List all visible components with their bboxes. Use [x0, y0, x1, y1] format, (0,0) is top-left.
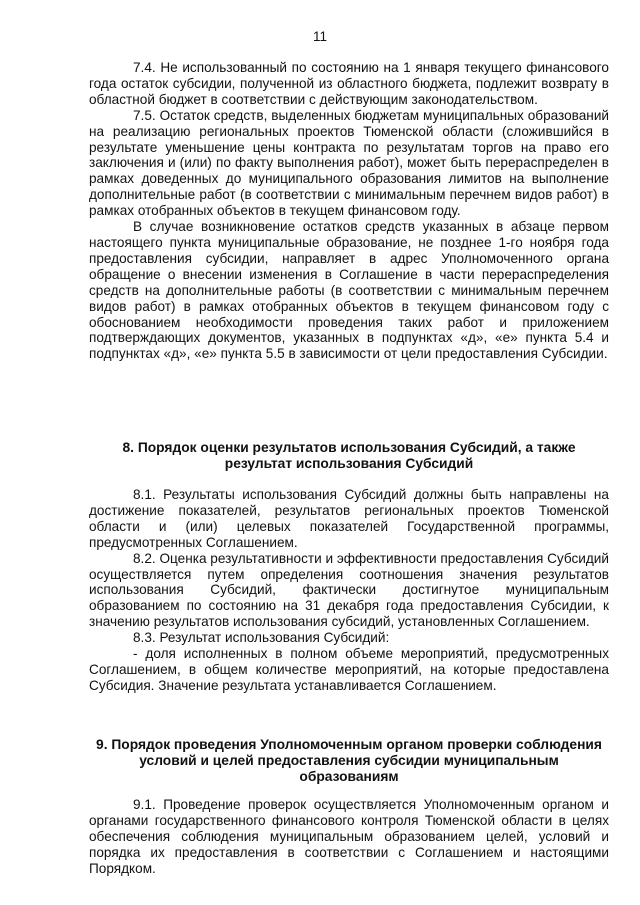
page-number: 11	[312, 29, 327, 44]
section-7-continuation	[89, 60, 609, 362]
paragraph-8-2: 8.2. Оценка результативности и эффективности предоставления Субсидий осуществляется путем определения соотношения значения результатов использования Субсидий, фактически достигнутое муниципальным образованием по состоянию на 31 декабря года предоставления Субсидии, к значению результатов использования субсидий, установленных Соглашением.	[89, 550, 609, 630]
section-9-body	[89, 797, 609, 877]
paragraph-8-3: 8.3. Результат использования Субсидий:	[133, 630, 390, 646]
paragraph-7-4: 7.4. Не использованный по состоянию на 1 января текущего финансового года остаток субсидии, полученной из областного бюджета, подлежит возврату в областной бюджет в соответствии с действующим законодательством.	[89, 60, 609, 107]
section-8-body	[89, 487, 609, 694]
paragraph-7-5-second: В случае возникновение остатков средств указанных в абзаце первом настоящего пункта муниципальные образование, не позднее 1-го ноября года предоставления субсидии, направляет в адрес Уполномоченного органа обращение о внесении изменения в Соглашение в части перераспределения средств на дополнительные работы (в соответствии с минимальным перечнем видов работ) в рамках отобранных объектов в текущем финансовом году с обоснованием необходимости проведения таких работ и приложением подтверждающих документов, указанных в подпунктах «д», «е» пункта 5.4 и подпунктах «д», «е» пункта 5.5 в зависимости от цели предоставления Субсидии.	[89, 219, 609, 362]
paragraph-8-3-item: - доля исполненных в полном объеме мероприятий, предусмотренных Соглашением, в общем количестве мероприятий, на которые предоставлена Субсидия. Значение результата устанавливается Соглашением.	[89, 646, 609, 693]
section-9-heading: 9. Порядок проведения Уполномоченным органом проверки соблюдения условий и целей предоставления субсидии муниципальным образованиям	[96, 737, 602, 784]
paragraph-8-1: 8.1. Результаты использования Субсидий должны быть направлены на достижение показателей, результатов региональных проектов Тюменской области и (или) целевых показателей Государственной программы, предусмотренных Соглашением.	[89, 487, 609, 550]
paragraph-7-5: 7.5. Остаток средств, выделенных бюджетам муниципальных образований на реализацию региональных проектов Тюменской области (сложившийся в результате уменьшение цены контракта по результатам торгов на право его заключения и (или) по факту выполнения работ), может быть перераспределен в рамках доведенных до муниципального образования лимитов на выполнение дополнительные работ (в соответствии с минимальным перечнем видов работ) в рамках отобранных объектов в текущем финансовом году.	[89, 107, 609, 219]
section-8-heading: 8. Порядок оценки результатов использования Субсидий, а также результат использования Субсидий	[122, 440, 576, 471]
section-9-heading-wrap	[89, 737, 609, 785]
paragraph-9-1: 9.1. Проведение проверок осуществляется Уполномоченным органом и органами государственного финансового контроля Тюменской области в целях обеспечения соблюдения муниципальным образованием целей, условий и порядка их предоставления в соответствии с Соглашением и настоящими Порядком.	[89, 797, 609, 876]
section-8-heading-wrap	[89, 440, 609, 472]
